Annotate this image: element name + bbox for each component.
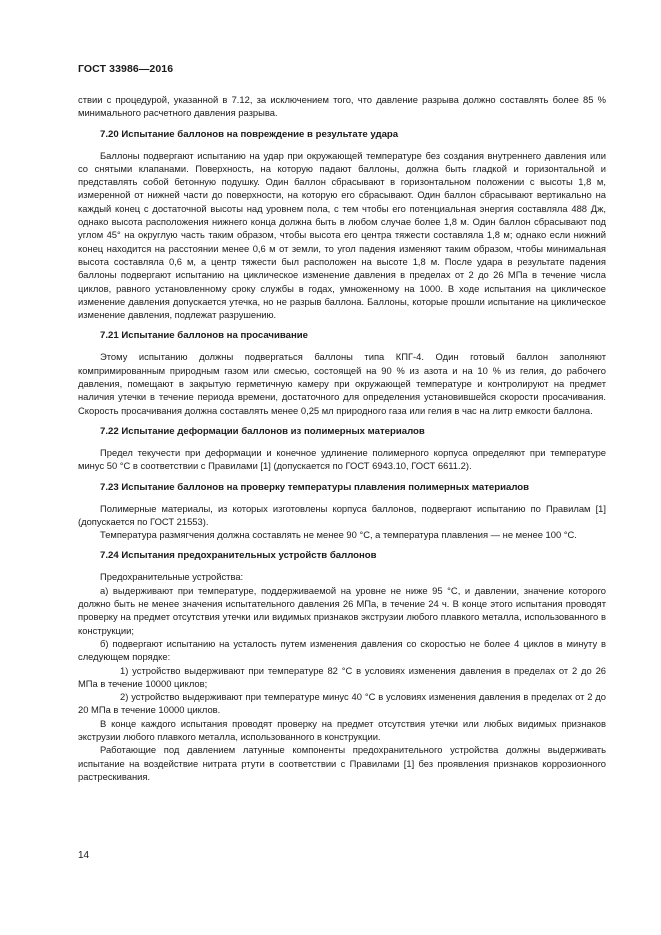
section-7-23-paragraph-1: Полимерные материалы, из которых изготовлены корпуса баллонов, подвергают испытанию по Правилам [1] (допускается по ГОСТ 21553). (78, 502, 606, 527)
section-7-21-paragraph: Этому испытанию должны подвергаться баллоны типа КПГ-4. Один готовый баллон заполняют компримированным природным газом или смесью, состоящей на 90 % из азота и на 10 % из гелия, до рабочего давления, помещают в закрытую герметичную камеру при окружающей температуре и контролируют на предмет наличия утечки в течение периода времени, достаточного для определения установившейся скорости просачивания. Скорость просачивания должна составлять менее 0,25 мл природного газа или гелия в час на литр емкости баллона. (78, 351, 606, 416)
section-7-24-subitem-1: 1) устройство выдерживают при температуре 82 °С в условиях изменения давления в пределах от 2 до 26 МПа в течение 10000 циклов; (78, 664, 606, 689)
section-7-24-paragraph-end: В конце каждого испытания проводят проверку на предмет отсутствия утечки или любых видимых признаков экструзии любого плавкого металла, использованного в конструкции. (78, 717, 606, 742)
section-7-21-title: 7.21 Испытание баллонов на просачивание (100, 330, 309, 342)
section-7-24-item-b: б) подвергают испытанию на усталость путем изменения давления со скоростью не более 4 циклов в минуту в следующем порядке: (78, 637, 606, 663)
section-7-20-paragraph: Баллоны подвергают испытанию на удар при окружающей температуре без создания внутреннего давления или со снятыми клапанами. Поверхность, на которую падают баллоны, должна быть гладкой и горизонтальной и представлять собой бетонную подушку. Один баллон сбрасывают в горизонтальном положении с высоты 1,8 м, измеренной от нижней части до поверхности, на которую его сбрасывают. Один баллон сбрасывают вертикально на каждый конец с достаточной высоты над уровнем пола, с тем чтобы его потенциальная энергия составляла 488 Дж, однако высота расположения нижнего конца должна быть в любом случае более 1,8 м. Один баллон сбрасывают под углом 45° на округлую часть таким образом, чтобы высота его центра тяжести составляла 1,8 м; однако если нижний конец находится на расстоянии менее 0,6 м от земли, то угол падения изменяют таким образом, чтобы минимальная высота составляла 0,6 м, а центр тяжести был расположен на высоте 1,8 м. После удара в результате падения баллоны подвергают испытанию на циклическое изменение давления в пределах от 2 до 26 МПа в течение числа циклов, равного установленному сроку службы в годах, умноженному на 1000. В ходе испытания на циклическое изменение давления допускается утечка, но не разрыв баллона. Баллоны, которые прошли испытание на циклическое изменение давления, подлежат разрушению. (78, 149, 606, 321)
page-content (78, 93, 606, 783)
section-7-23-title: 7.23 Испытание баллонов на проверку температуры плавления полимерных материалов (100, 481, 530, 493)
section-7-24-paragraph-brass: Работающие под давлением латунные компоненты предохранительного устройства должны выдерживать испытание на воздействие нитрата ртути в соответствии с Правилами [1] без проявления признаков коррозионного растрескивания. (78, 744, 606, 782)
section-7-22-paragraph: Предел текучести при деформации и конечное удлинение полимерного корпуса определяют при температуре минус 50 °С в соответствии с Правилами [1] (допускается по ГОСТ 6943.10, ГОСТ 6611.2). (78, 446, 606, 472)
section-7-23-paragraph-2: Температура размягчения должна составлять не менее 90 °С, а температура плавления — не менее 100 °С. (100, 529, 577, 541)
section-7-20-title: 7.20 Испытание баллонов на повреждение в результате удара (100, 128, 399, 140)
section-7-22-title: 7.22 Испытание деформации баллонов из полимерных материалов (100, 425, 425, 437)
standard-header: ГОСТ 33986—2016 (78, 63, 174, 75)
section-7-24-intro: Предохранительные устройства: (100, 571, 244, 583)
section-7-24-title: 7.24 Испытания предохранительных устройств баллонов (100, 550, 377, 562)
section-7-24-subitem-2: 2) устройство выдерживают при температуре минус 40 °С в условиях изменения давления в пределах от 2 до 20 МПа в течение 10000 циклов. (78, 691, 606, 716)
page-number: 14 (78, 850, 90, 861)
continued-paragraph: ствии с процедурой, указанной в 7.12, за исключением того, что давление разрыва должно составлять более 85 % минимального расчетного давления разрыва. (78, 94, 606, 119)
section-7-24-item-a: а) выдерживают при температуре, поддерживаемой на уровне не ниже 95 °С, и давлении, значение которого должно быть не менее значения испытательного давления 26 МПа, в течение 24 ч. В конце этого испытания проводят проверку на предмет отсутствия утечки или видимых признаков экструзии любого плавкого металла, использованного в конструкции; (78, 584, 606, 636)
